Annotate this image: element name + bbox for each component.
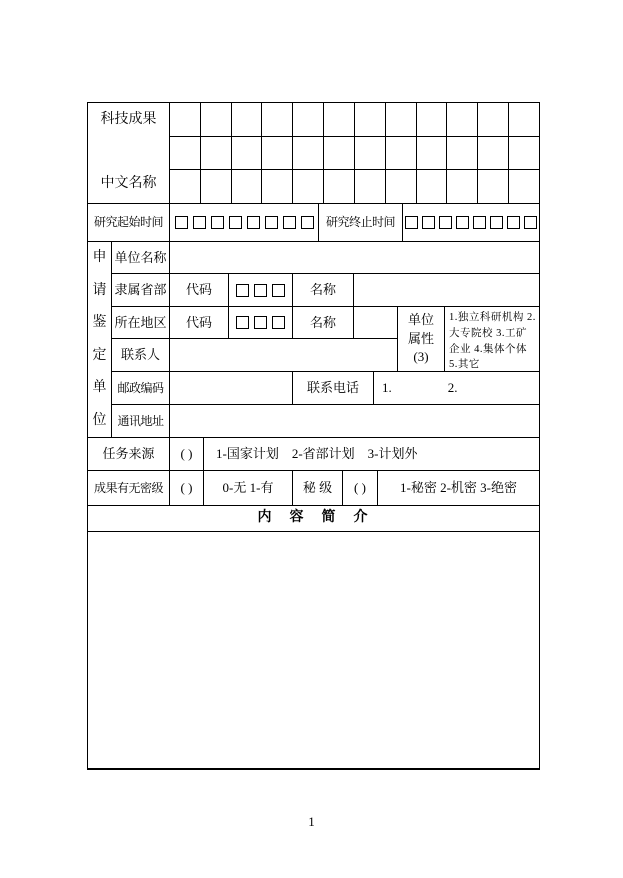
unit-name-field[interactable] (170, 242, 539, 274)
name-grid-cell[interactable] (170, 170, 201, 203)
name-grid-cell[interactable] (293, 170, 324, 203)
unit-attr-label-cell[interactable] (398, 307, 445, 372)
content-intro-field[interactable] (88, 532, 539, 768)
secrecy-paren[interactable]: ( ) (170, 471, 204, 506)
unit-name-label: 单位名称 (112, 242, 170, 274)
name-grid-row-1 (170, 103, 539, 137)
name-grid-cell[interactable] (262, 103, 293, 136)
postcode-field[interactable] (170, 372, 293, 405)
code-checkbox[interactable] (254, 316, 267, 329)
name-grid-cell[interactable] (324, 170, 355, 203)
research-start-boxes[interactable] (170, 204, 319, 242)
vertical-char: 定 (92, 347, 107, 363)
date-checkbox[interactable] (473, 216, 486, 229)
name-grid-cell[interactable] (170, 103, 201, 136)
name-grid-cell[interactable] (509, 137, 539, 169)
name-grid-cell[interactable] (293, 103, 324, 136)
address-label: 通讯地址 (112, 405, 170, 438)
vertical-char: 请 (92, 282, 107, 298)
phone-label: 联系电话 (293, 372, 374, 405)
name-grid-cell[interactable] (386, 137, 417, 169)
date-checkbox[interactable] (211, 216, 224, 229)
name-grid-cell[interactable] (262, 170, 293, 203)
date-checkbox[interactable] (405, 216, 418, 229)
secrecy-label: 成果有无密级 (88, 471, 170, 506)
date-checkbox[interactable] (439, 216, 452, 229)
appraisal-form-table (87, 102, 540, 770)
contact-field[interactable] (170, 339, 398, 372)
name-grid-cell[interactable] (447, 103, 478, 136)
date-checkbox[interactable] (175, 216, 188, 229)
date-checkbox[interactable] (456, 216, 469, 229)
name-grid-cell[interactable] (324, 103, 355, 136)
region-label: 所在地区 (112, 307, 170, 339)
task-source-label: 任务来源 (88, 438, 170, 471)
date-checkbox[interactable] (422, 216, 435, 229)
region-code-label: 代码 (170, 307, 229, 339)
date-checkbox[interactable] (283, 216, 296, 229)
applicant-vertical-label (88, 242, 112, 438)
page-number: 1 (308, 814, 315, 829)
phone-2-label: 2. (447, 380, 458, 396)
name-grid-cell[interactable] (324, 137, 355, 169)
province-name-field[interactable] (354, 274, 539, 307)
name-grid-cell[interactable] (355, 103, 386, 136)
name-grid-cell[interactable] (201, 103, 232, 136)
region-name-label: 名称 (293, 307, 354, 339)
name-label-top: 科技成果 (100, 112, 157, 127)
research-start-label: 研究起始时间 (88, 204, 170, 242)
name-grid-cell[interactable] (232, 103, 263, 136)
name-grid-cell[interactable] (478, 103, 509, 136)
date-checkbox[interactable] (193, 216, 206, 229)
date-checkbox[interactable] (490, 216, 503, 229)
name-grid-cell[interactable] (417, 137, 448, 169)
name-grid-cell[interactable] (262, 137, 293, 169)
province-code-label: 代码 (170, 274, 229, 307)
region-name-field[interactable] (354, 307, 398, 339)
province-code-boxes[interactable] (229, 274, 293, 307)
research-end-label: 研究终止时间 (319, 204, 403, 242)
name-grid-cell[interactable] (447, 137, 478, 169)
unit-attr-options: 1.独立科研机构 2.大专院校 3.工矿企业 4.集体个体 5.其它 (445, 307, 539, 372)
name-grid-cell[interactable] (355, 170, 386, 203)
date-checkbox[interactable] (524, 216, 537, 229)
phone-1-label: 1. (382, 380, 392, 396)
name-grid-cell[interactable] (170, 137, 201, 169)
code-checkbox[interactable] (254, 284, 267, 297)
province-name-label: 名称 (293, 274, 354, 307)
name-grid-cell[interactable] (386, 103, 417, 136)
date-checkbox[interactable] (247, 216, 260, 229)
secrecy-has-options: 0-无 1-有 (204, 471, 293, 506)
unit-attr-code: (3) (413, 349, 429, 365)
code-checkbox[interactable] (272, 284, 285, 297)
contact-label: 联系人 (112, 339, 170, 372)
code-checkbox[interactable] (272, 316, 285, 329)
name-grid-cell[interactable] (417, 103, 448, 136)
province-label: 隶属省部 (112, 274, 170, 307)
name-grid-cell[interactable] (447, 170, 478, 203)
secrecy-level-options: 1-秘密 2-机密 3-绝密 (378, 471, 539, 506)
address-field[interactable] (170, 405, 539, 438)
name-grid-row-3 (170, 170, 539, 204)
date-checkbox[interactable] (229, 216, 242, 229)
name-grid-cell[interactable] (293, 137, 324, 169)
vertical-char: 位 (92, 412, 107, 428)
name-grid-row-2 (170, 137, 539, 170)
region-code-boxes[interactable] (229, 307, 293, 339)
name-grid-cell[interactable] (355, 137, 386, 169)
name-grid-cell[interactable] (201, 170, 232, 203)
secrecy-level-paren[interactable]: ( ) (343, 471, 378, 506)
name-grid-cell[interactable] (417, 170, 448, 203)
vertical-char: 鉴 (92, 315, 107, 331)
content-intro-header: 内 容 简 介 (88, 506, 539, 532)
secrecy-level-label: 秘 级 (293, 471, 343, 506)
vertical-char: 单 (92, 380, 107, 396)
name-grid-cell[interactable] (478, 137, 509, 169)
name-grid-cell[interactable] (478, 170, 509, 203)
vertical-char: 申 (92, 250, 107, 266)
date-checkbox[interactable] (301, 216, 314, 229)
research-end-boxes[interactable] (403, 204, 539, 242)
name-grid-cell[interactable] (232, 170, 263, 203)
name-label-bottom: 中文名称 (100, 176, 157, 192)
date-checkbox[interactable] (507, 216, 520, 229)
date-checkbox[interactable] (265, 216, 278, 229)
task-source-options: 1-国家计划 2-省部计划 3-计划外 (204, 438, 539, 471)
phone-field[interactable] (374, 372, 539, 405)
name-grid-cell[interactable] (386, 170, 417, 203)
postcode-label: 邮政编码 (112, 372, 170, 405)
code-checkbox[interactable] (236, 284, 249, 297)
name-grid-cell[interactable] (201, 137, 232, 169)
name-grid-cell[interactable] (232, 137, 263, 169)
task-source-paren[interactable]: ( ) (170, 438, 204, 471)
name-grid-cell[interactable] (509, 170, 539, 203)
name-grid-cell[interactable] (509, 103, 539, 136)
name-section-label (88, 103, 170, 204)
code-checkbox[interactable] (236, 316, 249, 329)
unit-attr-label: 单位属性 (407, 311, 434, 346)
